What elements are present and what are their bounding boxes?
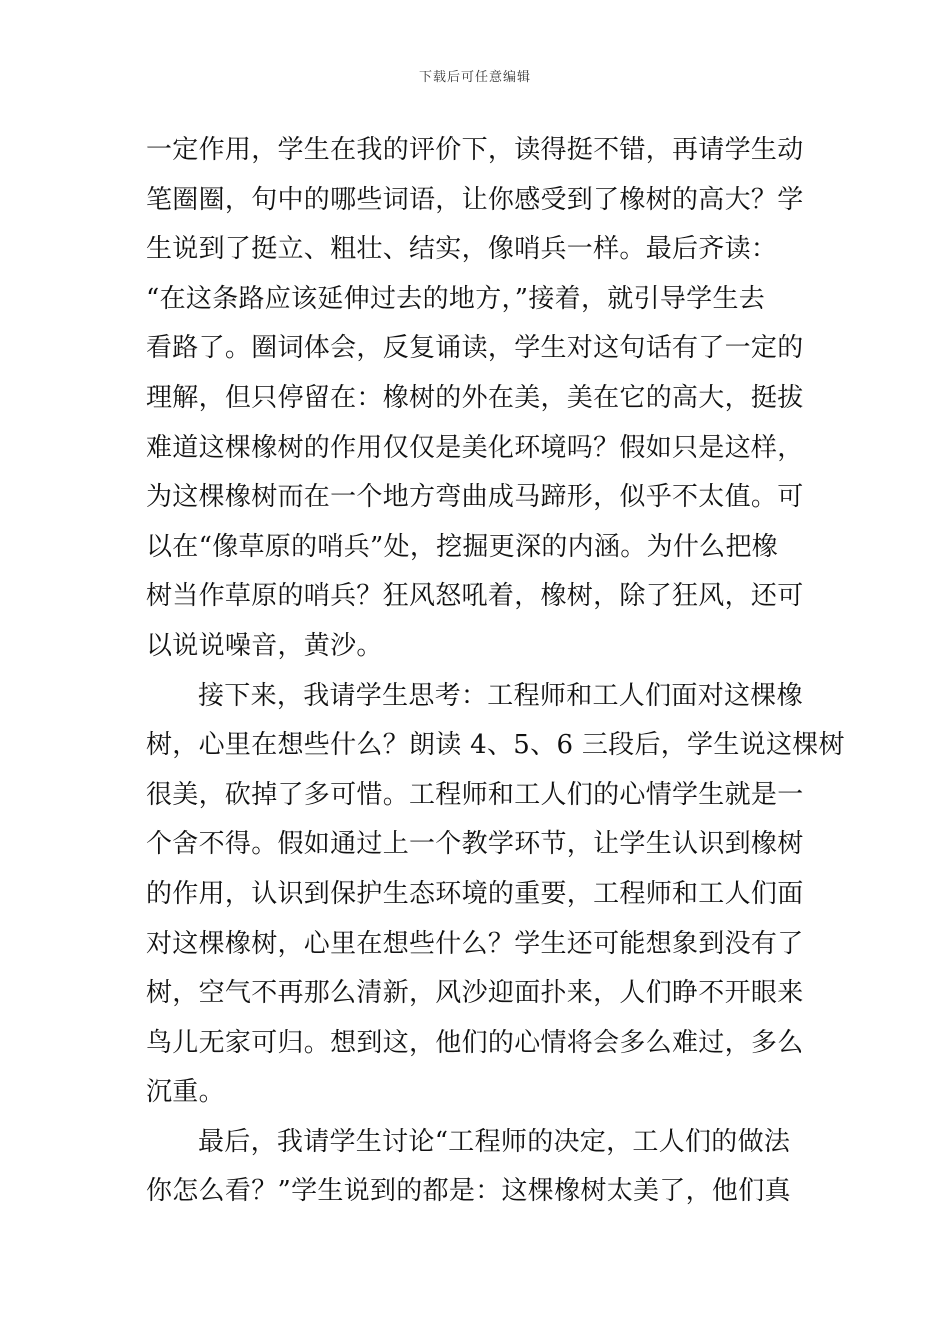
text-line: 看路了。圈词体会，反复诵读，学生对这句话有了一定的 <box>146 333 804 364</box>
text-line: 难道这棵橡树的作用仅仅是美化环境吗？假如只是这样， <box>146 432 804 463</box>
text-line: “在这条路应该延伸过去的地方，”接着，就引导学生去 <box>146 283 766 314</box>
text-line: 树，空气不再那么清新，风沙迎面扑来，人们睁不开眼来 <box>146 978 804 1009</box>
text-line: 为这棵橡树而在一个地方弯曲成马蹄形，似乎不太值。可 <box>146 482 804 513</box>
text-line: 很美，砍掉了多可惜。工程师和工人们的心情学生就是一 <box>146 779 804 810</box>
text-line: 接下来，我请学生思考：工程师和工人们面对这棵橡 <box>198 680 803 711</box>
text-line: 最后，我请学生讨论“工程师的决定，工人们的做法 <box>198 1126 791 1157</box>
body-text <box>146 126 845 1217</box>
text-line: 以在“像草原的哨兵”处，挖掘更深的内涵。为什么把橡 <box>146 531 779 562</box>
text-line: 沉重。 <box>146 1077 225 1108</box>
text-line: 树当作草原的哨兵？狂风怒吼着，橡树，除了狂风，还可 <box>146 581 804 612</box>
text-line: 对这棵橡树，心里在想些什么？学生还可能想象到没有了 <box>146 928 804 959</box>
text-line: 笔圈圈，句中的哪些词语，让你感受到了橡树的高大？学 <box>146 184 804 215</box>
text-line: 树，心里在想些什么？朗读 4、5、6 三段后，学生说这棵树 <box>146 730 845 761</box>
text-line: 生说到了挺立、粗壮、结实，像哨兵一样。最后齐读： <box>146 234 778 265</box>
text-line: 理解，但只停留在：橡树的外在美，美在它的高大，挺拔 <box>146 382 804 413</box>
text-line: 一定作用，学生在我的评价下，读得挺不错，再请学生动 <box>146 135 804 165</box>
text-line: 鸟儿无家可归。想到这，他们的心情将会多么难过，多么 <box>146 1027 804 1058</box>
text-line: 个舍不得。假如通过上一个教学环节，让学生认识到橡树 <box>146 829 804 860</box>
text-line: 的作用，认识到保护生态环境的重要，工程师和工人们面 <box>146 878 804 909</box>
page-header: 下载后可任意编辑 <box>418 70 531 85</box>
text-line: 以说说噪音，黄沙。 <box>146 630 383 661</box>
text-line: 你怎么看？”学生说到的都是：这棵橡树太美了，他们真 <box>146 1176 791 1207</box>
